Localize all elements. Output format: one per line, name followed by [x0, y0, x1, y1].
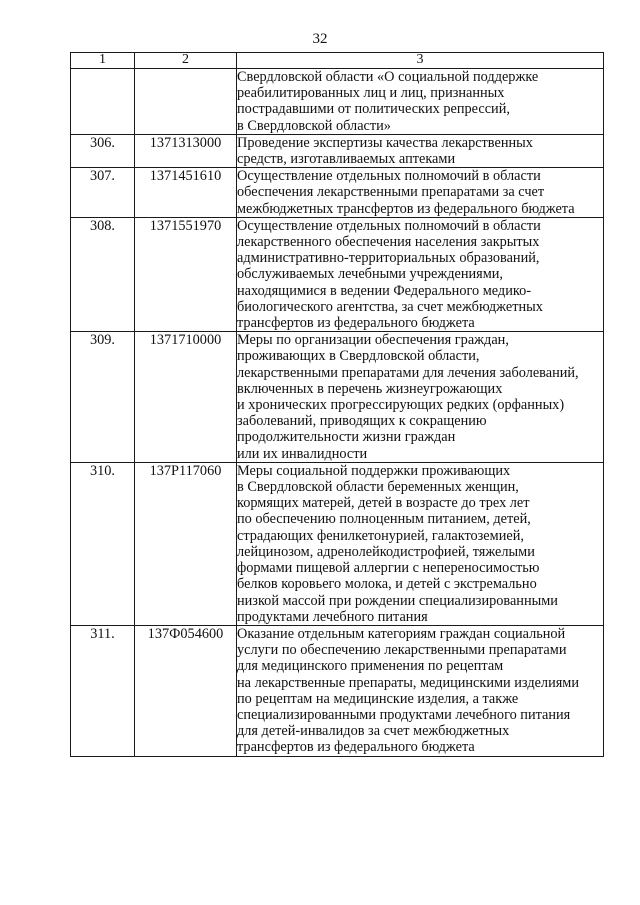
description-line: находящимися в ведении Федерального медико- [237, 282, 531, 299]
page-number: 32 [312, 31, 328, 47]
description-line: в Свердловской области беременных женщин, [237, 479, 519, 496]
table-header-row [71, 53, 604, 69]
description-line: заболеваний, приводящих к сокращению [237, 413, 487, 430]
description-line: услуги по обеспечению лекарственными препаратами [237, 642, 567, 659]
row-number: 310. [71, 462, 135, 625]
budget-code: 137Р117060 [135, 462, 237, 625]
budget-code: 1371710000 [135, 332, 237, 463]
description-cell [237, 168, 604, 218]
description-line: Осуществление отдельных полномочий в области [237, 217, 541, 234]
description-line: трансфертов из федерального бюджета [237, 315, 475, 332]
description-line: в Свердловской области» [237, 117, 391, 134]
table-row [71, 217, 604, 331]
budget-code: 137Ф054600 [135, 625, 237, 756]
row-number: 308. [71, 217, 135, 331]
row-number: 311. [71, 625, 135, 756]
description-line: лекарственными препаратами для лечения заболеваний, [237, 364, 579, 381]
description-line: кормящих матерей, детей в возрасте до трех лет [237, 495, 530, 512]
description-line: на лекарственные препараты, медицинскими изделиями [237, 674, 579, 691]
budget-code: 1371551970 [135, 217, 237, 331]
description-line: формами пищевой аллергии с непереносимостью [237, 560, 540, 577]
description-line: обслуживаемых лечебными учреждениями, [237, 266, 503, 283]
description-line: по обеспечению полноценным питанием, детей, [237, 511, 531, 528]
description-cell [237, 134, 604, 167]
description-line: проживающих в Свердловской области, [237, 348, 480, 365]
table-row [71, 462, 604, 625]
description-line: и хронических прогрессирующих редких (орфанных) [237, 397, 565, 414]
description-line: по рецептам на медицинские изделия, а также [237, 690, 519, 707]
budget-code: 1371451610 [135, 168, 237, 218]
description-line: для детей-инвалидов за счет межбюджетных [237, 723, 510, 740]
budget-code: 1371313000 [135, 134, 237, 167]
description-line: пострадавшими от политических репрессий, [237, 101, 510, 118]
description-line: Проведение экспертизы качества лекарственных [237, 134, 533, 151]
row-number [71, 69, 135, 135]
description-line: средств, изготавливаемых аптеками [237, 151, 456, 168]
description-line: продолжительности жизни граждан [237, 429, 456, 446]
description-line: лейцинозом, адренолейкодистрофией, тяжелыми [237, 543, 535, 560]
table-row [71, 168, 604, 218]
table-row [71, 134, 604, 167]
description-line: Оказание отдельным категориям граждан социальной [237, 625, 566, 642]
description-cell [237, 625, 604, 756]
column-header-1: 1 [71, 53, 135, 69]
description-line: лекарственного обеспечения населения закрытых [237, 234, 540, 251]
description-line: или их инвалидности [237, 445, 368, 462]
description-line: Меры по организации обеспечения граждан, [237, 332, 509, 349]
row-number: 307. [71, 168, 135, 218]
description-line: административно-территориальных образований, [237, 250, 540, 267]
budget-codes-table [70, 52, 604, 757]
description-line: Свердловской области «О социальной поддержке [237, 69, 539, 85]
description-cell [237, 217, 604, 331]
table-row [71, 332, 604, 463]
table-row [71, 625, 604, 756]
column-header-3: 3 [237, 53, 604, 69]
description-line: белков коровьего молока, и детей с экстремально [237, 576, 537, 593]
budget-code [135, 69, 237, 135]
description-cell [237, 69, 604, 135]
description-line: продуктами лечебного питания [237, 608, 428, 625]
description-line: реабилитированных лиц и лиц, признанных [237, 85, 505, 102]
table-row [71, 69, 604, 135]
description-line: межбюджетных трансфертов из федерального бюджета [237, 200, 575, 217]
description-cell [237, 332, 604, 463]
description-line: Меры социальной поддержки проживающих [237, 462, 511, 479]
description-cell [237, 462, 604, 625]
row-number: 309. [71, 332, 135, 463]
description-line: страдающих фенилкетонурией, галактоземией, [237, 527, 524, 544]
description-line: биологического агентства, за счет межбюджетных [237, 298, 543, 315]
description-line: трансфертов из федерального бюджета [237, 739, 475, 756]
row-number: 306. [71, 134, 135, 167]
description-line: Осуществление отдельных полномочий в области [237, 168, 541, 185]
description-line: включенных в перечень жизнеугрожающих [237, 380, 503, 397]
description-line: обеспечения лекарственными препаратами за счет [237, 184, 545, 201]
description-line: низкой массой при рождении специализированными [237, 592, 558, 609]
column-header-2: 2 [135, 53, 237, 69]
description-line: специализированными продуктами лечебного питания [237, 706, 571, 723]
description-line: для медицинского применения по рецептам [237, 658, 504, 675]
